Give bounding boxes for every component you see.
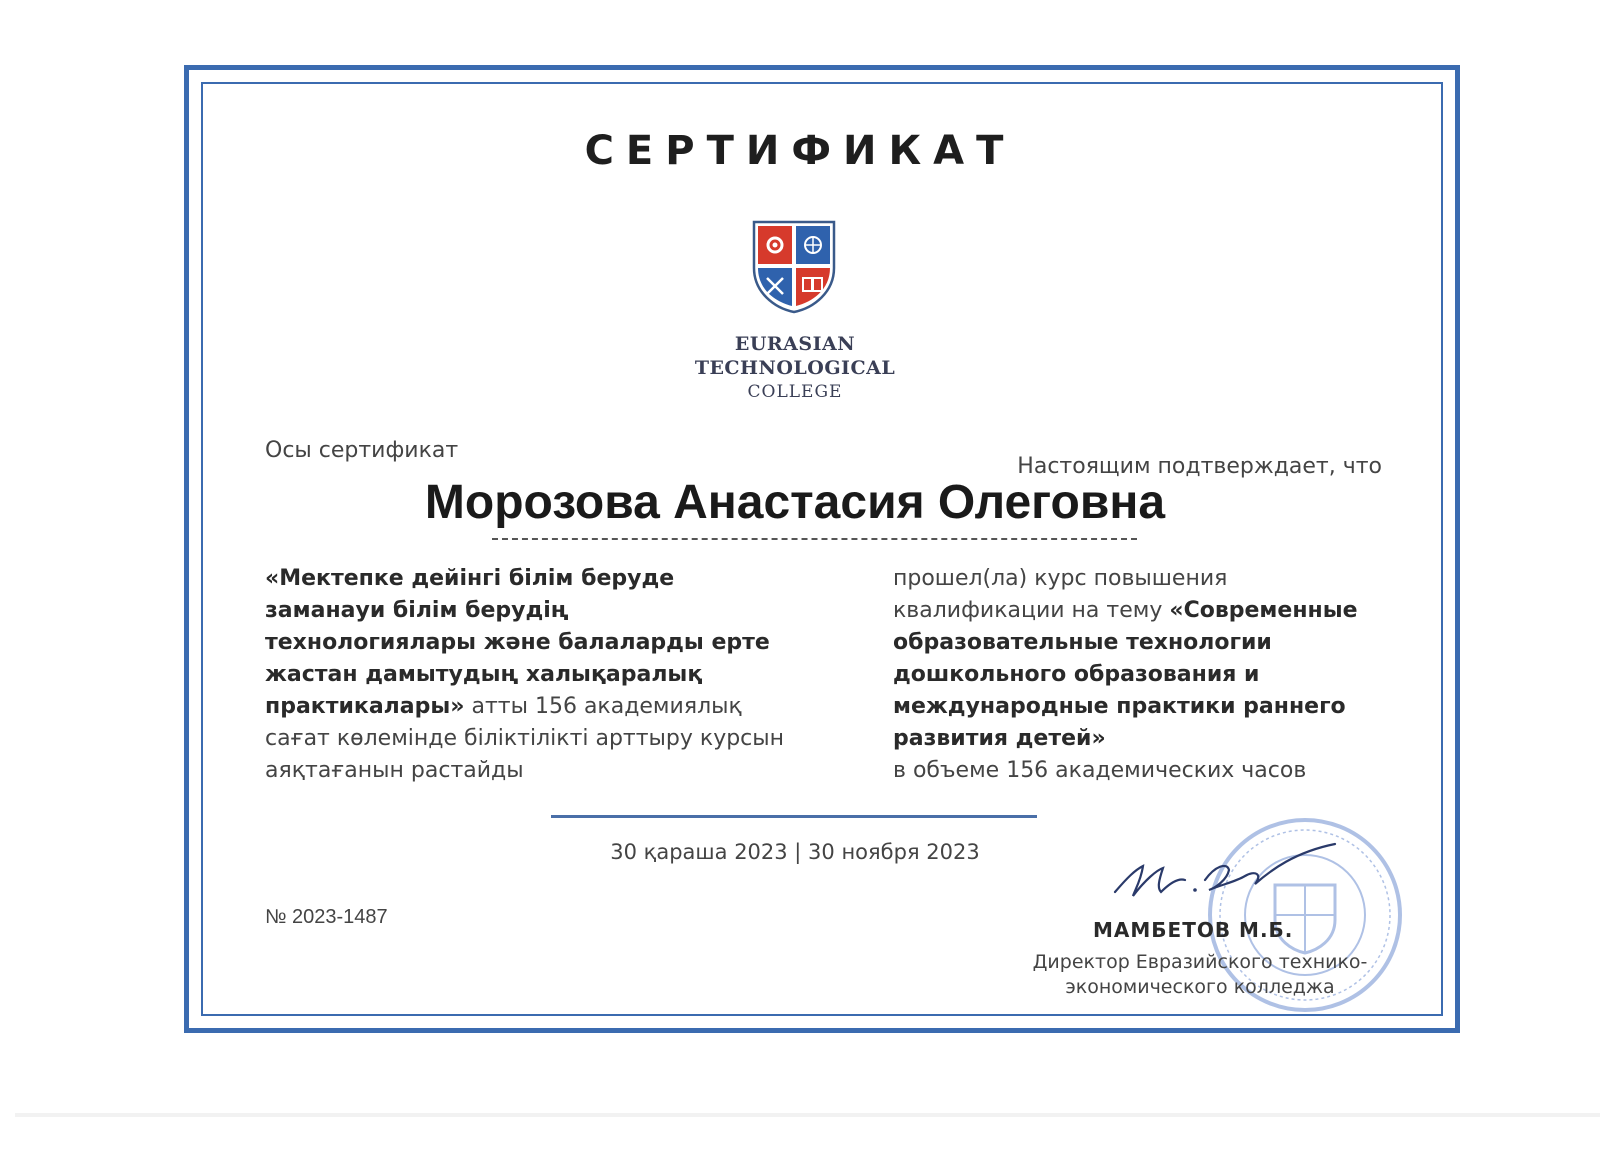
course-title-ru: «Современные образовательные технологии дошкольного образования и международные практики раннего развития детей» <box>893 598 1358 751</box>
course-details-kz: атты 156 академиялық сағат көлемінде біліктілікті арттыру курсын аяқтағанын растайды <box>265 694 785 783</box>
name-underline <box>492 538 1137 540</box>
college-name-line3: COLLEGE <box>747 382 843 402</box>
course-hours-ru: в объеме 156 академических часов <box>893 758 1307 783</box>
college-name <box>0 332 1590 404</box>
director-title <box>1005 950 1395 1000</box>
course-title-kz: «Мектепке дейінгі білім беруде заманауи білім берудің технологиялары және балаларды ерте жастан дамытудың халықаралық практикалары» <box>265 566 770 719</box>
college-name-line1: EURASIAN <box>734 333 856 355</box>
certificate-number: № 2023-1487 <box>265 906 388 928</box>
date-divider <box>551 815 1037 818</box>
intro-text-ru: Настоящим подтверждает, что <box>1017 454 1382 479</box>
recipient-name: Морозова Анастасия Олеговна <box>424 476 1166 529</box>
course-description-ru <box>893 563 1373 787</box>
college-shield-logo <box>752 220 836 314</box>
director-signature <box>1105 840 1355 930</box>
scan-edge <box>15 1113 1600 1117</box>
course-lead-ru: прошел(ла) курс повышения квалификации на тему <box>893 566 1228 623</box>
director-title-line2: экономического колледжа <box>1065 976 1335 998</box>
director-name: МАМБЕТОВ М.Б. <box>1093 918 1294 942</box>
course-description-kz <box>265 563 785 787</box>
certificate-title: СЕРТИФИКАТ <box>584 128 1016 174</box>
director-title-line1: Директор Евразийского технико- <box>1032 951 1368 973</box>
issue-dates: 30 қараша 2023 | 30 ноября 2023 <box>610 840 980 864</box>
college-name-line2: TECHNOLOGICAL <box>694 357 896 379</box>
intro-text-kz: Осы сертификат <box>265 438 459 463</box>
